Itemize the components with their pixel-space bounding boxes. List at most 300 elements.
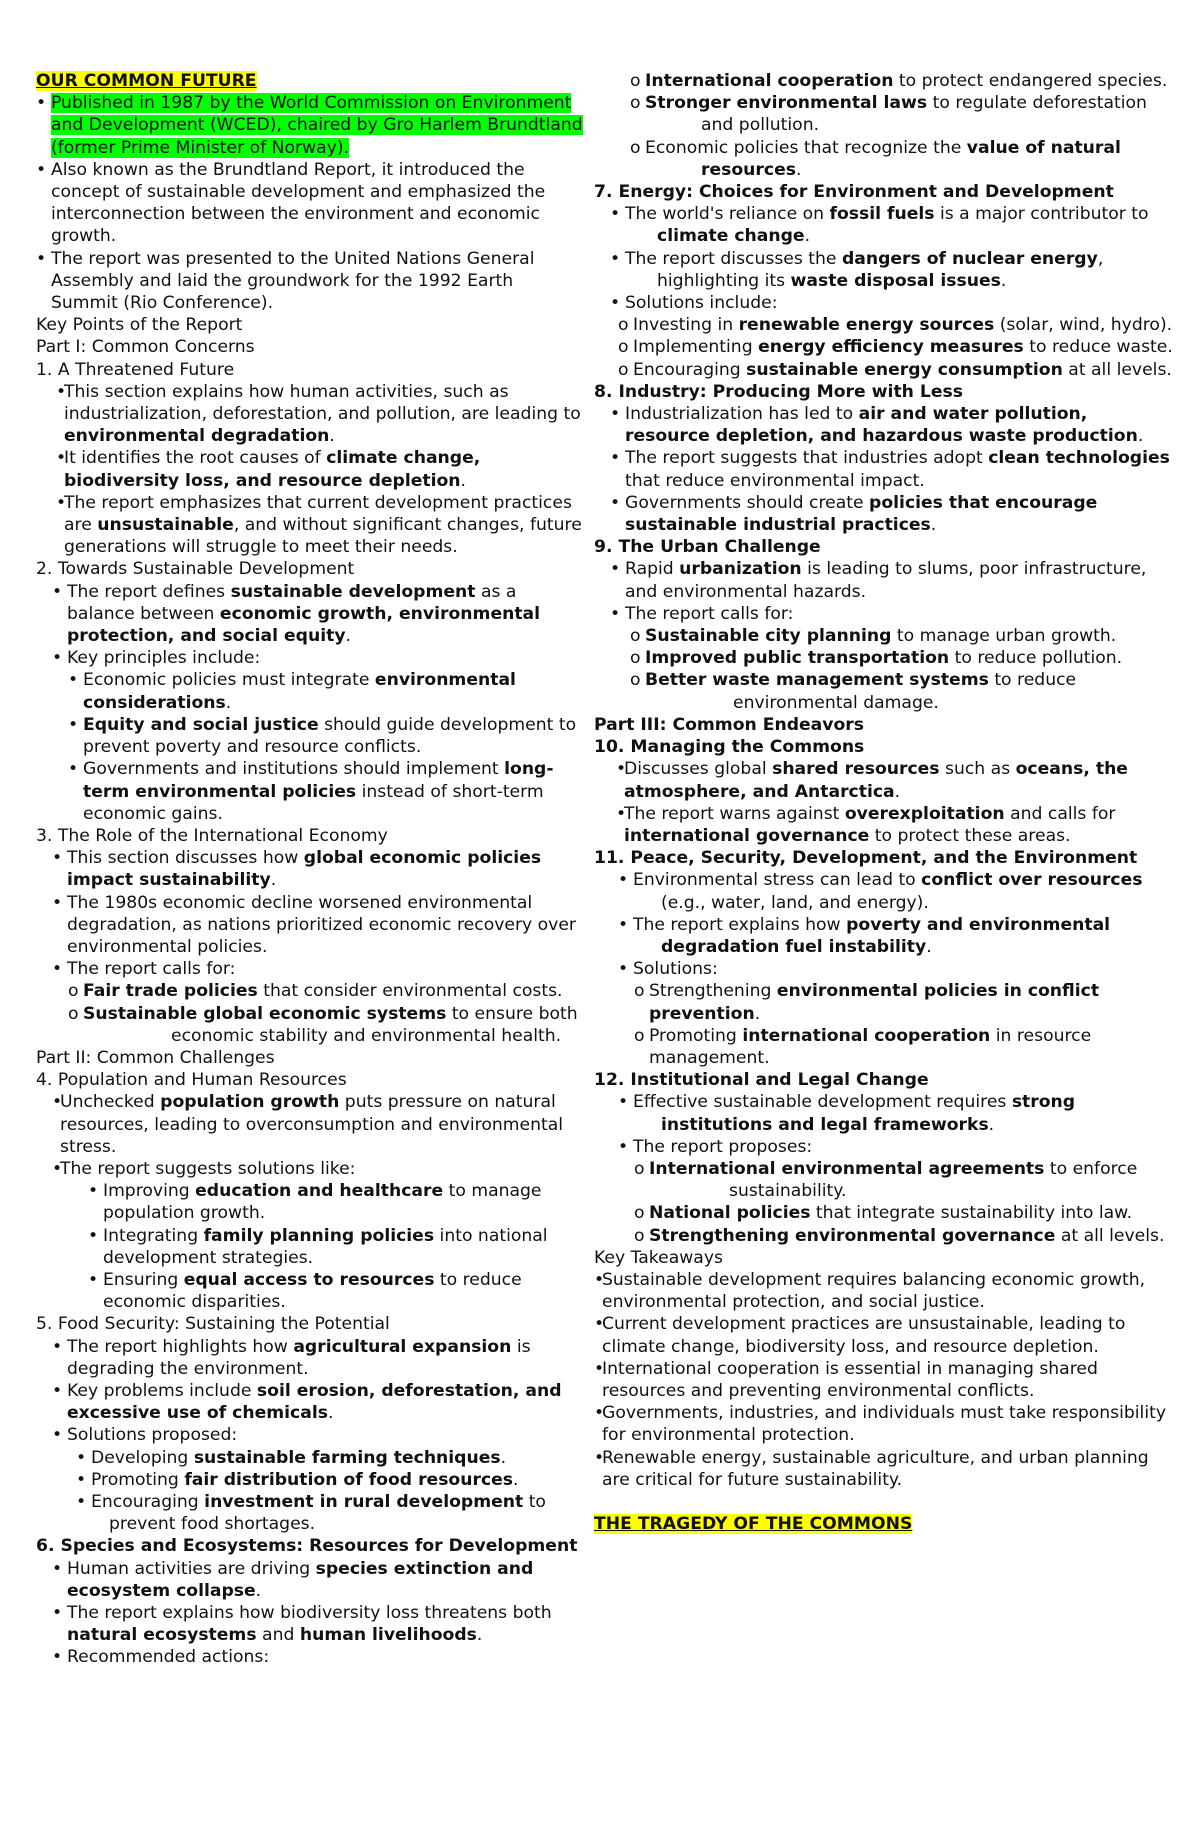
text-content [594, 537, 821, 557]
text-content [624, 759, 1128, 801]
text-content [83, 670, 516, 712]
bold-text: economic growth, environmental protection, and social equity [67, 603, 541, 647]
text-content [67, 959, 235, 979]
text-run: and calls for [1004, 803, 1116, 824]
sub-list-item [594, 1202, 1174, 1224]
list-item [594, 1136, 1174, 1158]
text-content [67, 1381, 562, 1423]
text-run: The report explains how biodiversity loss threatens both [67, 1603, 552, 1624]
text-run: Human activities are driving [67, 1558, 316, 1579]
text-run: Economic policies that recognize the [645, 137, 967, 158]
bold-text: Improved public transportation [645, 648, 950, 669]
sub-list-item [594, 70, 1174, 92]
sub-list-item [594, 980, 1174, 1024]
disc-bullet-icon [36, 92, 46, 114]
text-content [36, 1070, 347, 1090]
circle-bullet-icon [68, 1003, 79, 1025]
list-item [36, 492, 584, 559]
text-run: . [329, 426, 335, 447]
disc-bullet-icon [594, 1313, 604, 1335]
circle-bullet-icon [634, 1225, 645, 1247]
list-item [36, 159, 584, 248]
circle-bullet-icon [618, 336, 629, 358]
text-content [594, 1248, 723, 1268]
text-content [83, 715, 576, 757]
section-title [36, 70, 584, 92]
disc-bullet-icon [88, 1225, 98, 1247]
disc-bullet-icon [52, 847, 62, 869]
list-item [36, 714, 584, 758]
text-content [67, 848, 541, 890]
text-run: Part I: Common Concerns [36, 337, 255, 358]
disc-bullet-icon [68, 758, 78, 780]
spacer [594, 1491, 1174, 1513]
bold-text: equal access to resources [183, 1269, 435, 1290]
bold-text: waste disposal issues [790, 270, 1001, 291]
text-content [36, 337, 255, 357]
bold-text: Part III: Common Endeavors [594, 714, 864, 735]
disc-bullet-icon [618, 914, 628, 936]
text-content [83, 981, 563, 1001]
text-run: Also known as the Brundtland Report, it introduced the concept of sustainable development and emphasized the interconnection between the environment and economic growth. [51, 159, 546, 247]
bold-text: human livelihoods [299, 1625, 477, 1646]
paragraph [36, 825, 584, 847]
text-run: . [513, 1469, 519, 1490]
section-title-text: THE TRAGEDY OF THE COMMONS [594, 1514, 913, 1534]
bold-text: renewable energy sources [738, 315, 995, 336]
disc-bullet-icon [68, 669, 78, 691]
bold-text: global economic policies impact sustainability [67, 848, 542, 891]
bold-text: 6. Species and Ecosystems: Resources for Development [36, 1536, 578, 1557]
text-content [67, 1647, 269, 1667]
bold-text: 10. Managing the Commons [594, 737, 865, 758]
text-content [67, 582, 540, 646]
text-content [51, 249, 534, 313]
bold-text: oceans, the atmosphere, and Antarctica [624, 759, 1128, 802]
text-run: The report warns against [624, 803, 845, 824]
text-run: that integrate sustainability into law. [810, 1203, 1133, 1224]
section-title [594, 1513, 1174, 1535]
text-content [60, 1092, 563, 1156]
disc-bullet-icon [618, 869, 628, 891]
list-item [594, 248, 1174, 292]
text-run: . [460, 470, 466, 491]
text-content [67, 1337, 531, 1379]
disc-bullet-icon [594, 1447, 604, 1469]
bold-text: Sustainable city planning [645, 626, 892, 647]
text-content [625, 404, 1143, 446]
text-content [649, 1203, 1132, 1223]
list-item [36, 1269, 584, 1313]
text-content [602, 1359, 1098, 1401]
text-content [633, 1092, 1075, 1134]
text-run: and [256, 1625, 300, 1646]
paragraph [36, 558, 584, 580]
bold-text: long-term environmental policies [83, 759, 554, 802]
text-content [645, 71, 1167, 91]
list-item [594, 203, 1174, 247]
text-content [36, 360, 234, 380]
text-content [64, 448, 480, 490]
bold-text: sustainable energy consumption [746, 359, 1063, 380]
text-run: to reduce environmental damage. [733, 670, 1077, 713]
list-item [36, 1646, 584, 1668]
bold-text: International environmental agreements [649, 1158, 1045, 1179]
text-content [91, 1470, 519, 1490]
bold-text: soil erosion, deforestation, and excessive use of chemicals [67, 1380, 562, 1424]
bold-text: population growth [160, 1092, 340, 1113]
paragraph [36, 1313, 584, 1335]
list-item [36, 1336, 584, 1380]
text-run: Governments and institutions should implement [83, 759, 505, 780]
text-run: . [804, 226, 811, 247]
text-run: . [1000, 270, 1007, 291]
text-run: Encouraging [633, 359, 747, 380]
text-content [64, 493, 582, 557]
text-run: Encouraging [91, 1492, 205, 1512]
list-item [594, 1313, 1174, 1357]
text-content [103, 1226, 548, 1268]
text-run: in resource management. [649, 1025, 1092, 1068]
paragraph [36, 1069, 584, 1091]
text-run: that consider environmental costs. [257, 981, 563, 1002]
text-run: Implementing [633, 337, 759, 358]
disc-bullet-icon [610, 403, 620, 425]
bold-text: unsustainable [97, 515, 234, 536]
bold-text: strong institutions and legal frameworks [661, 1092, 1076, 1135]
text-run: The report suggests solutions like: [60, 1158, 356, 1179]
list-item [594, 1358, 1174, 1402]
text-content [645, 93, 1147, 135]
text-content [83, 1004, 578, 1046]
text-content [602, 1270, 1145, 1312]
text-run: Key problems include [67, 1380, 257, 1401]
text-run: Economic policies must integrate [83, 670, 375, 691]
sub-list-item [594, 647, 1174, 669]
list-item [594, 447, 1174, 491]
text-run: Investing in [633, 315, 739, 336]
text-content [625, 293, 778, 313]
text-content [625, 493, 1097, 535]
bold-text: policies that encourage sustainable industrial practices [625, 492, 1098, 536]
paragraph [594, 536, 1174, 558]
text-run: 4. Population and Human Resources [36, 1070, 347, 1091]
text-run: . [345, 626, 352, 647]
list-item [594, 1447, 1174, 1491]
disc-bullet-icon [52, 1424, 62, 1446]
bold-text: education and healthcare [195, 1181, 444, 1202]
text-run: The report emphasizes that current development practices are [64, 492, 572, 536]
bold-text: natural ecosystems [67, 1625, 257, 1646]
disc-bullet-icon [610, 603, 620, 625]
list-item [36, 1491, 584, 1535]
disc-bullet-icon [68, 714, 78, 736]
text-content [602, 1448, 1149, 1490]
text-run: Key Takeaways [594, 1247, 723, 1268]
text-run: Effective sustainable development requires [633, 1092, 1012, 1113]
list-item [594, 1269, 1174, 1313]
list-item [36, 1424, 584, 1446]
text-content [602, 1403, 1166, 1445]
text-content [625, 448, 1170, 490]
disc-bullet-icon [52, 892, 62, 914]
disc-bullet-icon [36, 248, 46, 270]
bold-text: international cooperation [742, 1025, 991, 1046]
text-run: Industrialization has led to [625, 404, 859, 425]
list-item [36, 1602, 584, 1646]
circle-bullet-icon [630, 137, 641, 159]
sub-list-item [36, 1003, 584, 1047]
text-content [633, 1137, 812, 1157]
disc-bullet-icon [52, 1558, 62, 1580]
text-run: to ensure both economic stability and environmental health. [171, 1003, 578, 1046]
text-content [91, 1448, 506, 1468]
bold-text: 12. Institutional and Legal Change [594, 1070, 929, 1091]
text-run: such as [939, 759, 1016, 780]
paragraph [594, 381, 1174, 403]
sub-list-item [594, 336, 1174, 358]
text-content [633, 315, 1172, 335]
text-content [36, 826, 388, 846]
text-run: . [500, 1447, 507, 1468]
paragraph [36, 336, 584, 358]
text-content [67, 648, 260, 668]
text-content [633, 337, 1173, 357]
disc-bullet-icon [52, 1158, 62, 1180]
bold-text: climate change, biodiversity loss, and resource depletion [64, 448, 481, 491]
text-run: The report suggests that industries adopt [625, 448, 989, 469]
text-run: 2. Towards Sustainable Development [36, 559, 355, 580]
text-run: The world's reliance on [625, 204, 830, 225]
text-run: Environmental stress can lead to [633, 870, 922, 891]
text-run: into national development strategies. [103, 1225, 548, 1268]
bold-text: poverty and environmental degradation fuel instability [661, 914, 1111, 957]
circle-bullet-icon [634, 980, 645, 1002]
text-run: to reduce economic disparities. [103, 1269, 522, 1313]
text-run: to manage population growth. [103, 1181, 542, 1224]
text-run: Solutions proposed: [67, 1425, 238, 1446]
circle-bullet-icon [634, 1025, 645, 1047]
paragraph [594, 1247, 1174, 1269]
circle-bullet-icon [630, 647, 641, 669]
disc-bullet-icon [594, 1402, 604, 1424]
circle-bullet-icon [634, 1158, 645, 1180]
text-run: Integrating [103, 1225, 204, 1246]
text-run: Strengthening [649, 981, 777, 1002]
disc-bullet-icon [616, 758, 626, 780]
bold-text: value of natural resources [701, 137, 1121, 180]
text-run: Key principles include: [67, 648, 261, 669]
bold-text: dangers of nuclear energy [841, 248, 1098, 269]
disc-bullet-icon [52, 1380, 62, 1402]
bold-text: environmental degradation [64, 426, 330, 447]
text-run: Governments, industries, and individuals must take responsibility for environmental protection. [602, 1403, 1167, 1446]
sub-list-item [594, 1225, 1174, 1247]
text-content [649, 981, 1099, 1023]
text-content [594, 382, 963, 402]
list-item [36, 248, 584, 315]
text-run: puts pressure on natural resources, leading to overconsumption and environmental stress. [60, 1092, 564, 1157]
list-item [594, 492, 1174, 536]
sub-list-item [594, 1025, 1174, 1069]
bold-text: overexploitation [844, 803, 1005, 824]
text-run: The report highlights how [67, 1336, 294, 1357]
disc-bullet-icon [610, 248, 620, 270]
text-content [36, 1314, 390, 1334]
list-item [594, 803, 1174, 847]
text-run: Sustainable development requires balancing economic growth, environmental protection, and social justice. [602, 1269, 1146, 1313]
disc-bullet-icon [36, 159, 46, 181]
disc-bullet-icon [52, 1091, 62, 1113]
list-item [36, 92, 584, 159]
disc-bullet-icon [56, 381, 66, 403]
disc-bullet-icon [618, 958, 628, 980]
text-content [594, 737, 864, 757]
text-run: instead of short-term economic gains. [83, 781, 544, 824]
list-item [36, 1558, 584, 1602]
text-run: The report explains how [633, 914, 847, 935]
bold-text: family planning policies [203, 1225, 435, 1246]
text-run: The report calls for: [625, 603, 794, 624]
bold-text: air and water pollution, resource depletion, and hazardous waste production [625, 404, 1138, 447]
text-run: (e.g., water, land, and energy). [661, 892, 929, 913]
circle-bullet-icon [630, 92, 641, 114]
text-run: Part II: Common Challenges [36, 1047, 275, 1068]
bold-text: Equity and social justice [83, 714, 319, 735]
section-title-text: OUR COMMON FUTURE [36, 71, 257, 91]
disc-bullet-icon [52, 1646, 62, 1668]
text-run: . [327, 1403, 334, 1424]
paragraph [36, 359, 584, 381]
text-content [594, 715, 864, 735]
disc-bullet-icon [56, 447, 66, 469]
text-run: Improving [103, 1181, 196, 1202]
text-run: Solutions include: [625, 293, 778, 314]
text-run: Promoting [649, 1025, 743, 1046]
list-item [594, 403, 1174, 447]
disc-bullet-icon [56, 492, 66, 514]
bold-text: conflict over resources [921, 870, 1143, 891]
text-content [594, 182, 1114, 202]
bold-text: 7. Energy: Choices for Environment and Development [594, 182, 1114, 203]
text-run: Discusses global [624, 759, 773, 780]
circle-bullet-icon [630, 625, 641, 647]
text-content [60, 1159, 355, 1179]
disc-bullet-icon [76, 1491, 86, 1513]
text-run: . [270, 870, 277, 891]
text-run: Renewable energy, sustainable agriculture, and urban planning are critical for future sustainability. [602, 1447, 1149, 1490]
disc-bullet-icon [610, 492, 620, 514]
text-run: The report defines [67, 581, 231, 602]
text-run: . [988, 1114, 995, 1135]
left-column [36, 70, 584, 1669]
disc-bullet-icon [610, 203, 620, 225]
text-run: The report proposes: [633, 1136, 813, 1157]
disc-bullet-icon [618, 1091, 628, 1113]
text-content [624, 804, 1115, 846]
text-run: Rapid [625, 559, 680, 580]
text-run: should guide development to prevent poverty and resource conflicts. [83, 714, 577, 758]
text-content [36, 1536, 577, 1556]
list-item [594, 603, 1174, 625]
disc-bullet-icon [52, 1602, 62, 1624]
bold-text: sustainable farming techniques [193, 1447, 501, 1468]
list-item [594, 1402, 1174, 1446]
text-run: at all levels. [1055, 1225, 1165, 1246]
list-item [36, 669, 584, 713]
list-item [594, 758, 1174, 802]
text-content [36, 315, 242, 335]
text-run: . [894, 781, 901, 802]
disc-bullet-icon [88, 1269, 98, 1291]
text-content [645, 626, 1116, 646]
right-column [594, 70, 1174, 1535]
sub-list-item [594, 137, 1174, 181]
list-item [36, 958, 584, 980]
list-item [594, 292, 1174, 314]
circle-bullet-icon [634, 1202, 645, 1224]
list-item [594, 958, 1174, 980]
list-item [36, 1091, 584, 1158]
text-content [594, 1070, 929, 1090]
list-item [36, 847, 584, 891]
paragraph [36, 1047, 584, 1069]
bold-text: 9. The Urban Challenge [594, 537, 821, 558]
text-run: is a major contributor to [934, 204, 1149, 225]
text-run: . [255, 1580, 262, 1601]
text-run: Key Points of the Report [36, 315, 243, 336]
disc-bullet-icon [52, 581, 62, 603]
list-item [594, 558, 1174, 602]
text-run: International cooperation is essential in managing shared resources and preventing environmental conflicts. [602, 1358, 1098, 1401]
list-item [36, 1158, 584, 1180]
text-run: to manage urban growth. [891, 626, 1117, 647]
paragraph [594, 181, 1174, 203]
paragraph [594, 847, 1174, 869]
circle-bullet-icon [68, 980, 79, 1002]
text-content [649, 1026, 1091, 1068]
text-run: 3. The Role of the International Economy [36, 825, 388, 846]
text-content [633, 870, 1143, 912]
text-run: It identifies the root causes of [64, 448, 327, 469]
text-run: Developing [91, 1447, 194, 1468]
list-item [36, 758, 584, 825]
sub-list-item [594, 314, 1174, 336]
text-content [633, 360, 1172, 380]
bold-text: sustainable development [230, 581, 476, 602]
bold-text: fair distribution of food resources [184, 1469, 514, 1490]
text-content [625, 204, 1149, 246]
list-item [36, 381, 584, 448]
text-run: The 1980s economic decline worsened environmental degradation, as nations prioritized economic recovery over environmental policies. [67, 892, 576, 957]
text-run: to protect endangered species. [893, 71, 1168, 91]
text-run: This section discusses how [67, 848, 304, 869]
text-run: This section explains how human activities, such as industrialization, deforestation, and pollution, are leading to [64, 381, 581, 425]
text-run: 5. Food Security: Sustaining the Potential [36, 1314, 390, 1335]
disc-bullet-icon [594, 1358, 604, 1380]
text-content [51, 93, 583, 157]
disc-bullet-icon [76, 1447, 86, 1469]
text-run: Solutions: [633, 959, 718, 980]
text-run: . [754, 1003, 761, 1024]
text-run: to regulate deforestation and pollution. [701, 93, 1147, 136]
bold-text: Better waste management systems [645, 670, 989, 691]
bold-text: environmental considerations [83, 670, 516, 713]
bold-text: investment in rural development [204, 1492, 524, 1512]
text-content [625, 604, 793, 624]
text-run: that reduce environmental impact. [625, 470, 925, 491]
text-run: . [1137, 426, 1144, 447]
